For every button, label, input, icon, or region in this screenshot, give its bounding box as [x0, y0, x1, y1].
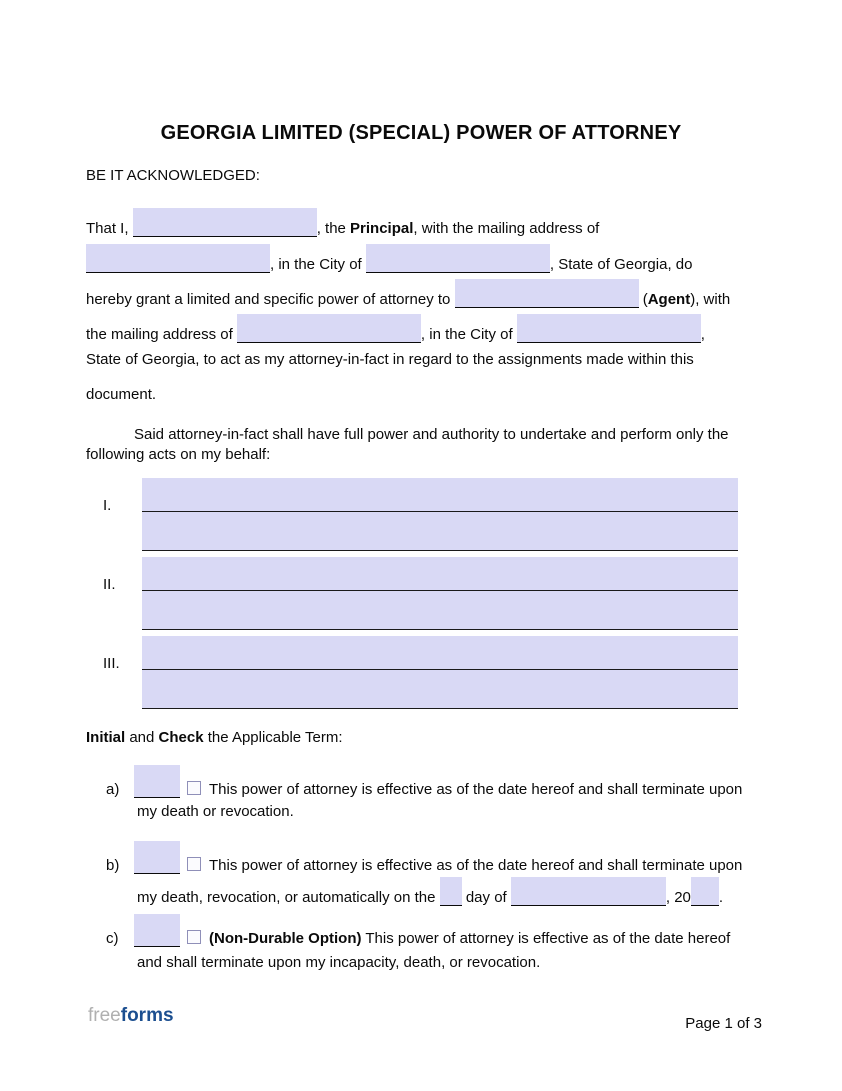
act-2-writing-line-2: [142, 629, 738, 630]
intro-line-2: [86, 244, 692, 275]
acknowledged-text: BE IT ACKNOWLEDGED:: [86, 167, 260, 184]
term-b-line-1: [106, 841, 742, 876]
term-b-checkbox[interactable]: [187, 857, 201, 871]
principal-city-field[interactable]: [366, 244, 550, 273]
page-number: Page 1 of 3: [685, 1015, 762, 1032]
authority-line-1: [134, 425, 729, 445]
act-1-writing-line-2: [142, 550, 738, 551]
term-a-line-2: [137, 802, 294, 822]
intro-text: , the: [316, 220, 351, 237]
term-a-line-1: [106, 765, 742, 800]
term-b-text: .: [718, 889, 724, 906]
term-b-text: my death, revocation, or automatically on the: [137, 889, 440, 906]
term-a-text: This power of attorney is effective as of the date hereof and shall terminate upon: [209, 781, 743, 798]
intro-line-5: [86, 350, 694, 370]
terms-heading: [86, 728, 343, 748]
intro-line-4: [86, 314, 705, 345]
term-b-month-field[interactable]: [511, 877, 666, 906]
term-b-text: day of: [461, 889, 511, 906]
authority-text: following acts on my behalf:: [86, 446, 271, 463]
intro-line-1: [86, 208, 599, 239]
term-c-checkbox[interactable]: [187, 930, 201, 944]
intro-text: State of Georgia, to act as my attorney-in-fact in regard to the assignments made within this: [86, 351, 694, 368]
agent-label: Agent: [647, 291, 691, 308]
authority-line-2: [86, 445, 270, 465]
term-c-line-1: [106, 914, 730, 949]
page-title: GEORGIA LIMITED (SPECIAL) POWER OF ATTORNEY: [160, 122, 682, 144]
term-c-line-2: [137, 953, 540, 973]
term-b-line-2: [137, 877, 723, 908]
term-b-text: , 20: [665, 889, 691, 906]
brand-free-text: free: [88, 1005, 121, 1026]
intro-text: , in the City of: [420, 326, 517, 343]
term-c-bold: (Non-Durable Option): [209, 930, 362, 947]
act-3-field[interactable]: [142, 636, 738, 709]
agent-name-field[interactable]: [455, 279, 639, 308]
term-b-label: b): [106, 857, 120, 874]
agent-city-field[interactable]: [517, 314, 701, 343]
intro-text: , State of Georgia, do: [549, 256, 693, 273]
intro-line-6: [86, 385, 156, 405]
term-b-day-field[interactable]: [440, 877, 462, 906]
intro-text: ), with: [690, 291, 731, 308]
terms-heading-text: and: [125, 729, 159, 746]
act-2-writing-line-1: [142, 590, 738, 591]
intro-text: the mailing address of: [86, 326, 237, 343]
term-c-initial-field[interactable]: [134, 914, 180, 947]
intro-text: , in the City of: [270, 256, 366, 273]
terms-heading-bold: Check: [158, 729, 204, 746]
term-a-label: a): [106, 781, 120, 798]
act-1-label: I.: [103, 497, 112, 514]
term-b-text: This power of attorney is effective as of the date hereof and shall terminate upon: [209, 857, 743, 874]
authority-text: Said attorney-in-fact shall have full power and authority to undertake and perform only the: [134, 426, 729, 443]
act-3-writing-line-2: [142, 708, 738, 709]
principal-name-field[interactable]: [133, 208, 317, 237]
term-a-initial-field[interactable]: [134, 765, 180, 798]
terms-heading-text: the Applicable Term:: [203, 729, 343, 746]
term-c-label: c): [106, 930, 119, 947]
intro-text: ,: [700, 326, 705, 343]
brand-forms-text: forms: [120, 1005, 174, 1026]
acknowledged-heading: [86, 166, 260, 186]
intro-text: document.: [86, 386, 157, 403]
intro-text: That I,: [86, 220, 133, 237]
principal-address-field[interactable]: [86, 244, 270, 273]
act-2-label: II.: [103, 576, 116, 593]
act-1-writing-line-1: [142, 511, 738, 512]
term-b-year-field[interactable]: [691, 877, 719, 906]
terms-heading-bold: Initial: [86, 729, 126, 746]
term-b-initial-field[interactable]: [134, 841, 180, 874]
act-3-label: III.: [103, 655, 120, 672]
act-3-writing-line-1: [142, 669, 738, 670]
intro-text: , with the mailing address of: [413, 220, 600, 237]
term-a-text: my death or revocation.: [137, 803, 294, 820]
term-c-text: This power of attorney is effective as of the date hereof: [361, 930, 731, 947]
term-c-text: and shall terminate upon my incapacity, death, or revocation.: [137, 954, 541, 971]
intro-text: (: [638, 291, 648, 308]
principal-label: Principal: [350, 220, 414, 237]
freeforms-logo: [88, 1004, 174, 1028]
act-2-field[interactable]: [142, 557, 738, 630]
term-a-checkbox[interactable]: [187, 781, 201, 795]
agent-address-field[interactable]: [237, 314, 421, 343]
intro-line-3: [86, 279, 730, 310]
intro-text: hereby grant a limited and specific power of attorney to: [86, 291, 455, 308]
act-1-field[interactable]: [142, 478, 738, 551]
